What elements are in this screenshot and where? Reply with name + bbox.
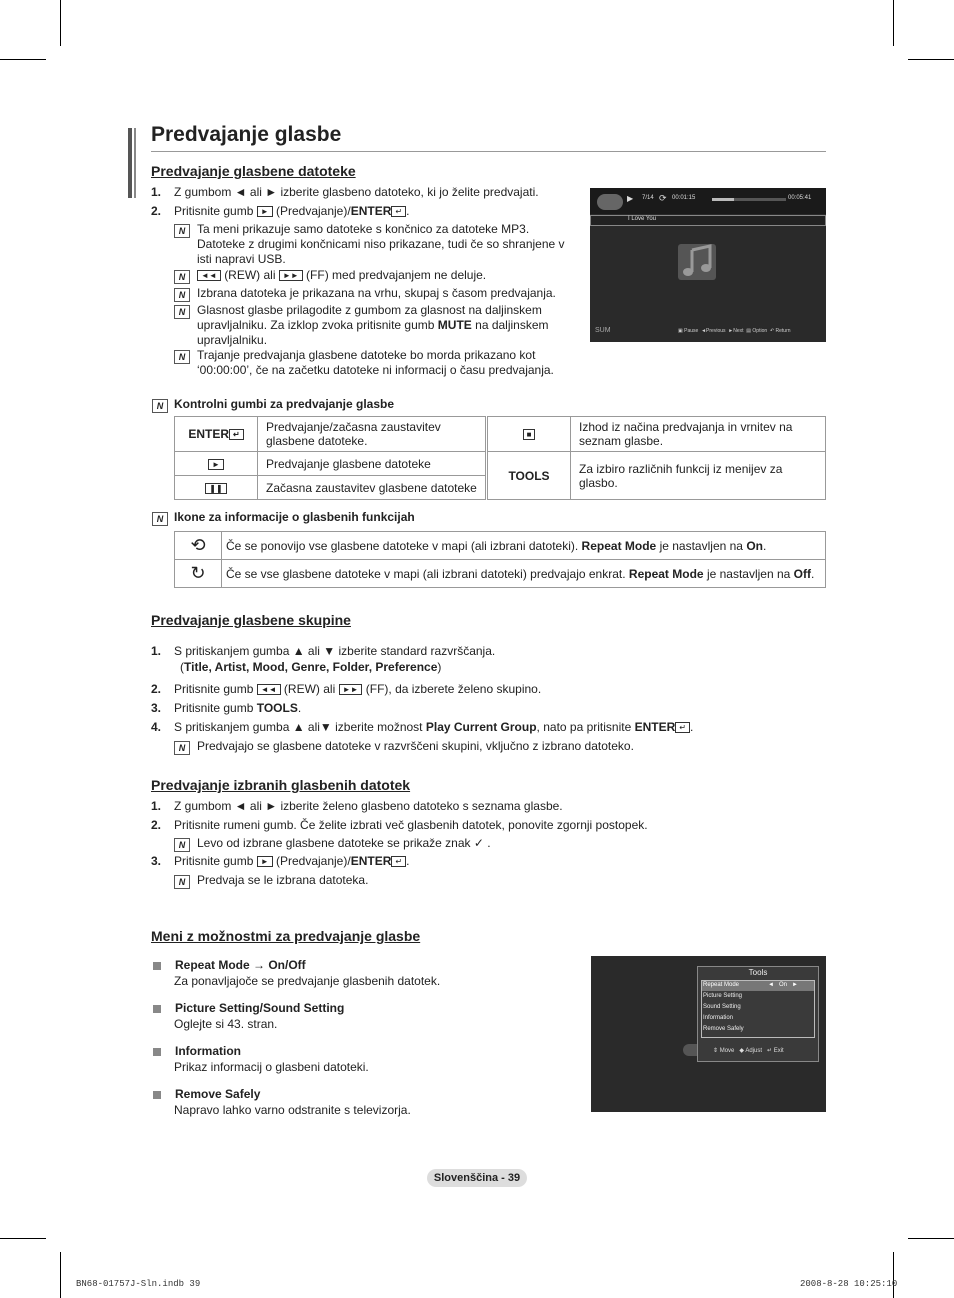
step-1: 1. Z gumbom ◄ ali ► izberite glasbeno datoteko, ki jo želite predvajati. [151,185,539,199]
note-icon: N [174,223,199,238]
tools-desc: Za izbiro različnih funkcij iz menijev za glasbo. [571,452,826,500]
ff-icon: ►► [279,270,303,281]
crop-mark [893,1252,894,1298]
imprint-file: BN68-01757J-Sln.indb 39 [76,1279,201,1289]
progress-fill [712,198,734,201]
step-2: 2. Pritisnite rumeni gumb. Če želite izbrati več glasbenih datotek, ponovite zgornji postopek. [151,818,648,832]
menu-item: Repeat Mode [703,982,740,988]
step-2: 2. Pritisnite gumb ◄◄ (REW) ali ►► (FF), da izberete želeno skupino. [151,682,542,696]
note-group: Predvajajo se glasbene datoteke v razvrščeni skupini, vključno z izbrano datoteko. [197,739,634,753]
tools-hints: ⇕ Move ◆ Adjust ↵ Exit [713,1048,784,1054]
option-desc: Oglejte si 43. stran. [174,1017,278,1031]
menu-item: Picture Setting [703,993,743,999]
ff-icon: ►► [339,684,363,695]
enter-icon: ↵ [391,856,406,867]
note-selected-only: Predvaja se le izbrana datoteka. [197,873,369,887]
music-player-screenshot [590,188,826,342]
stop-icon: ■ [523,429,536,440]
section-heading-group: Predvajanje glasbene skupine [151,612,351,628]
option-desc: Napravo lahko varno odstranite s televizorja. [174,1103,411,1117]
option-title: Information [153,1043,440,1059]
play-button-icon: ► [257,856,273,867]
crop-mark [60,1252,61,1298]
note-icon: N [174,287,199,302]
menu-item: Information [703,1015,734,1021]
enter-key-cell: ENTER ↵ [175,417,258,452]
pause-icon: ❚❚ [205,483,226,494]
note-icon: N [174,874,199,889]
music-device-icon [597,194,623,210]
option-desc: Za ponavljajoče se predvajanje glasbenih datotek. [174,974,441,988]
step-4: 4. S pritiskanjem gumba ▲ ali▼ izberite možnost Play Current Group, nato pa pritisnite ENTER ↵ . [151,720,694,734]
title-accent-bar [134,128,136,198]
icons-heading: Ikone za informacije o glasbenih funkcijah [174,510,415,524]
note-icon: N [174,304,199,319]
section-heading-options: Meni z možnostmi za predvajanje glasbe [151,928,421,944]
step-1: 1. S pritiskanjem gumba ▲ ali ▼ izberite standard razvrščanja. [151,644,496,658]
option-title: Picture Setting/Sound Setting [153,1000,440,1016]
step-3: 3. Pritisnite gumb TOOLS. [151,701,302,715]
note-volume: Glasnost glasbe prilagodite z gumbom za glasnost na daljinskem upravljalniku. Za izklop zvoka pritisnite gumb MUTE na daljinskem upravljalniku. [197,303,549,347]
track-counter: 7/14 [642,195,654,201]
page-footer: Slovenščina - 39 [427,1169,527,1187]
repeat-icon: ⟳ [659,193,667,203]
note-selected-file: Izbrana datoteka je prikazana na vrhu, skupaj s časom predvajanja. [197,286,556,300]
controls-heading: Kontrolni gumbi za predvajanje glasbe [174,397,395,411]
title-divider [151,151,826,152]
step-1: 1. Z gumbom ◄ ali ► izberite želeno glasbeno datoteko s seznama glasbe. [151,799,563,813]
tools-panel [697,966,819,1062]
crop-mark [0,59,46,60]
checkmark-icon: ✓ [473,836,484,850]
note-icon: N [174,837,199,852]
note-mp3-only: Ta meni prikazuje samo datoteke s končnico za datoteke MP3. Datoteke z drugimi končnicami niso prikazane, tudi če so shranjene v isti napravi USB. [197,222,565,266]
note-icon: N [174,740,199,755]
play-icon: ▶ [627,194,634,203]
options-list [153,957,440,1118]
enter-icon: ↵ [229,429,244,440]
note-duration: Trajanje predvajanja glasbene datoteke bo morda prikazano kot ‘00:00:00’, če na začetku datoteke ni informacij o času predvajanja. [197,348,554,377]
play-icon: ► [208,459,224,470]
tools-key: TOOLS [487,452,571,500]
tools-title: Tools [748,968,768,977]
title-accent-bar [128,128,132,198]
progress-track [712,198,786,201]
play-desc: Predvajanje glasbene datoteke [258,452,487,476]
music-note-icon [672,236,722,286]
tools-menu-screenshot [591,956,826,1112]
menu-item: Sound Setting [703,1004,741,1010]
crop-mark [60,0,61,46]
controls-table [174,416,826,500]
step-2: 2. Pritisnite gumb ► (Predvajanje)/ENTER ↵ . [151,204,410,218]
option-title: Remove Safely [153,1086,440,1102]
section-heading-play-file: Predvajanje glasbene datoteke [151,163,356,179]
crop-mark [893,0,894,46]
option-desc: Prikaz informacij o glasbeni datoteki. [174,1060,369,1074]
repeat-value: ◄ On ► [768,982,798,988]
rew-icon: ◄◄ [197,270,221,281]
enter-desc: Predvajanje/začasna zaustavitev glasbene datoteke. [258,417,487,452]
imprint-date: 2008-8-28 10:25:10 [800,1279,898,1289]
crop-mark [908,1238,954,1239]
note-rew-ff: ◄◄ (REW) ali ►► (FF) med predvajanjem ne deluje. [197,268,486,283]
rew-icon: ◄◄ [257,684,281,695]
note-icon: N [152,511,177,526]
menu-item: Remove Safely [703,1026,744,1032]
enter-icon: ↵ [391,206,406,217]
elapsed-time: 00:01:15 [672,195,696,201]
step-1-sub: (Title, Artist, Mood, Genre, Folder, Preference) [180,660,442,674]
enter-icon: ↵ [675,722,690,733]
play-button-icon: ► [257,206,273,217]
note-checkmark: Levo od izbrane glasbene datoteke se prikaže znak ✓ . [197,836,491,850]
section-heading-selected: Predvajanje izbranih glasbenih datotek [151,777,411,793]
page-title: Predvajanje glasbe [151,123,342,146]
song-title: I Love You [628,216,657,222]
pause-desc: Začasna zaustavitev glasbene datoteke [258,476,487,500]
step-3: 3. Pritisnite gumb ► (Predvajanje)/ENTER ↵ . [151,854,410,868]
option-title: Repeat Mode → On/Off [153,957,440,973]
note-icon: N [152,398,177,413]
sum-label: SUM [595,327,611,334]
crop-mark [908,59,954,60]
icons-table: ⟲ Če se ponovijo vse glasbene datoteke v mapi (ali izbrani datoteki). Repeat Mode je nastavljen na On. ↻ Če se vse glasbene datoteke v mapi (ali izbrani datoteki) predvajajo enkrat. Repeat Mode je nastavljen na Off. [174,531,826,588]
crop-mark [0,1238,46,1239]
stop-desc: Izhod iz načina predvajanja in vrnitev na seznam glasbe. [571,417,826,452]
note-icon: N [174,349,199,364]
repeat-once-icon: ↻ [175,560,222,588]
note-icon: N [174,269,199,284]
total-time: 00:05:41 [788,195,812,201]
repeat-all-icon: ⟲ [175,532,222,560]
player-controls-hint: ▣ Pause ◄Previous ►Next ▤ Option ↶ Return [678,328,791,334]
